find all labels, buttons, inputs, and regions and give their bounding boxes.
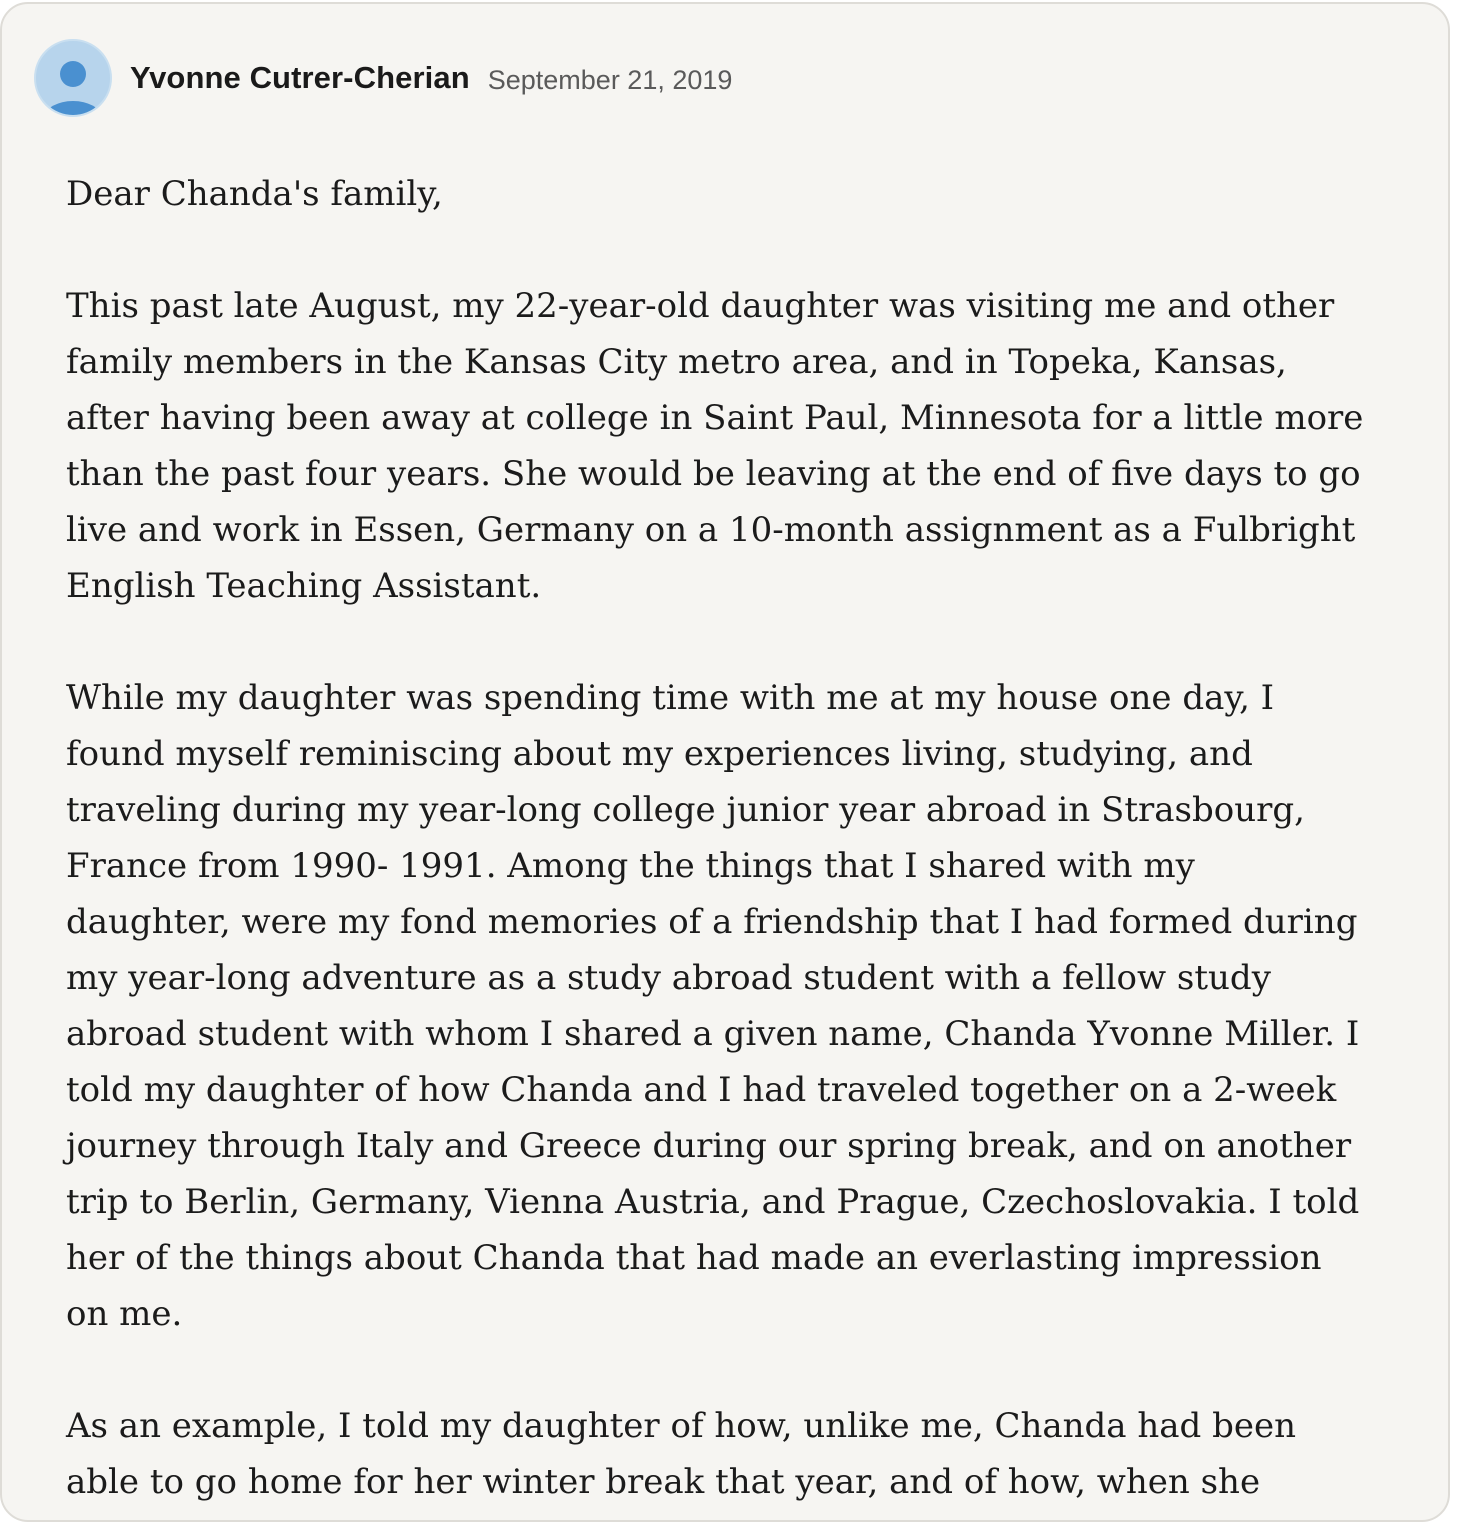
post-paragraph <box>66 670 1406 1342</box>
paragraph-line: While my daughter was spending time with me at my house one day, I <box>66 678 1275 718</box>
post-paragraph <box>66 278 1406 614</box>
user-avatar-icon[interactable] <box>34 39 112 117</box>
paragraph-line: journey through Italy and Greece during our spring break, and on another <box>66 1126 1352 1166</box>
author-name[interactable]: Yvonne Cutrer-Cherian <box>130 60 470 95</box>
paragraph-line: France from 1990- 1991. Among the things that I shared with my <box>66 846 1195 886</box>
paragraph-line: told my daughter of how Chanda and I had traveled together on a 2-week <box>66 1070 1337 1110</box>
paragraph-line: As an example, I told my daughter of how, unlike me, Chanda had been <box>66 1406 1297 1446</box>
paragraph-line: her of the things about Chanda that had made an everlasting impression <box>66 1238 1322 1278</box>
paragraph-line: able to go home for her winter break that year, and of how, when she <box>66 1462 1261 1502</box>
tribute-card <box>0 2 1450 1522</box>
post-paragraph <box>66 166 1406 222</box>
paragraph-line: English Teaching Assistant. <box>66 566 542 606</box>
paragraph-line: than the past four years. She would be leaving at the end of five days to go <box>66 454 1361 494</box>
paragraph-line: on me. <box>66 1294 183 1334</box>
paragraph-line: abroad student with whom I shared a given name, Chanda Yvonne Miller. I <box>66 1014 1360 1054</box>
post-paragraph <box>66 1398 1406 1510</box>
paragraph-line: live and work in Essen, Germany on a 10-month assignment as a Fulbright <box>66 510 1356 550</box>
post-header <box>34 38 732 118</box>
paragraph-line: trip to Berlin, Germany, Vienna Austria, and Prague, Czechoslovakia. I told <box>66 1182 1360 1222</box>
paragraph-line: after having been away at college in Saint Paul, Minnesota for a little more <box>66 398 1364 438</box>
post-date: September 21, 2019 <box>487 64 733 95</box>
paragraph-line: family members in the Kansas City metro area, and in Topeka, Kansas, <box>66 342 1287 382</box>
paragraph-line: Dear Chanda's family, <box>66 174 443 214</box>
paragraph-line: daughter, were my fond memories of a friendship that I had formed during <box>66 902 1358 942</box>
post-body <box>66 166 1406 1522</box>
paragraph-line: traveling during my year-long college junior year abroad in Strasbourg, <box>66 790 1305 830</box>
person-silhouette-icon <box>36 41 112 117</box>
paragraph-line: found myself reminiscing about my experiences living, studying, and <box>66 734 1253 774</box>
paragraph-line: my year-long adventure as a study abroad student with a fellow study <box>66 958 1271 998</box>
paragraph-line: This past late August, my 22-year-old daughter was visiting me and other <box>66 286 1335 326</box>
